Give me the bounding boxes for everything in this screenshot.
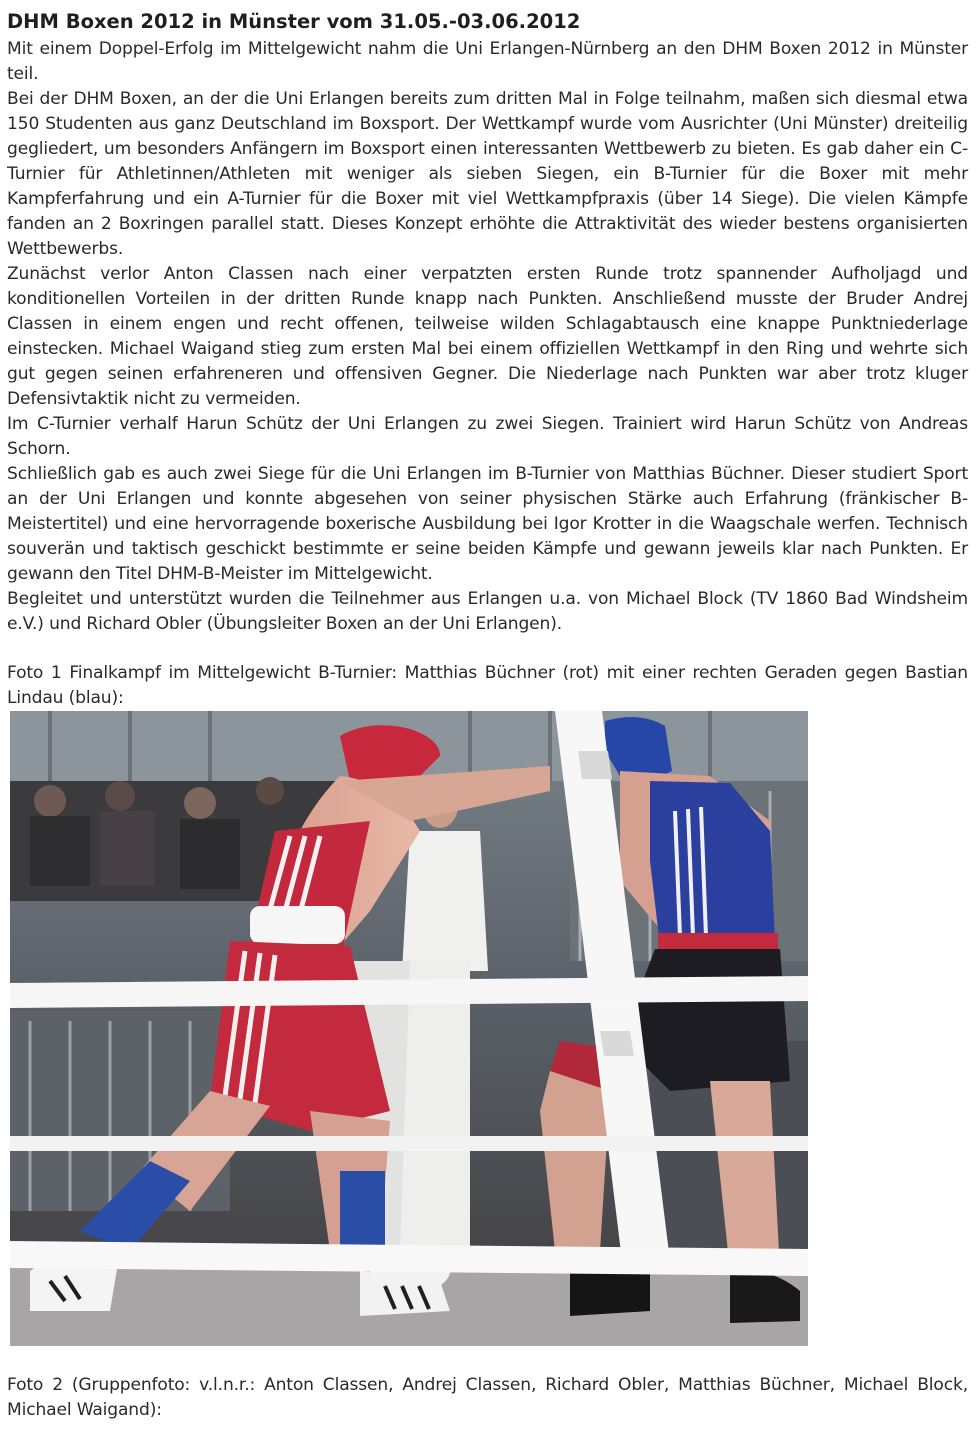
paragraph-b-tournament: Schließlich gab es auch zwei Siege für die Uni Erlangen im B-Turnier von Matthias Büchner. Dieser studiert Sport an der Uni Erlangen und konnte abgesehen von seiner physischen Stärke auch Erfahrung (fränkischer B-Meistertitel) und eine hervorragende boxerische Ausbildung bei Igor Krotter in die Waagschale werfen. Technisch souverän und taktisch geschickt bestimmte er seine beiden Kämpfe und gewann jeweils klar nach Punkten. Er gewann den Titel DHM-B-Meister im Mittelgewicht. — [7, 464, 968, 584]
paragraph-losses: Zunächst verlor Anton Classen nach einer verpatzten ersten Runde trotz spannender Aufholjagd und konditionellen Vorteilen in der dritten Runde knapp nach Punkten. Anschließend musste der Bruder Andrej Classen in einem engen und recht offenen, teilweise wilden Schlagabtausch eine knappe Punktniederlage einstecken. Michael Waigand stieg zum ersten Mal bei einem offiziellen Wettkampf in den Ring und wehrte sich gut gegen seinen erfahreneren und offensiven Gegner. Die Niederlage nach Punkten war aber trotz kluger Defensivtaktik nicht zu vermeiden. — [7, 264, 968, 409]
boxing-final-photo — [10, 711, 808, 1346]
paragraph-c-tournament: Im C-Turnier verhalf Harun Schütz der Uni Erlangen zu zwei Siegen. Trainiert wird Harun Schütz von Andreas Schorn. — [7, 414, 968, 459]
paragraph-event: Bei der DHM Boxen, an der die Uni Erlangen bereits zum dritten Mal in Folge teilnahm, maßen sich diesmal etwa 150 Studenten aus ganz Deutschland im Boxsport. Der Wettkampf wurde vom Ausrichter (Uni Münster) dreiteilig gegliedert, um besonders Anfängern im Boxsport einen interessanten Wettbewerb zu bieten. Es gab daher ein C-Turnier für Athletinnen/Athleten mit weniger als sieben Siegen, ein B-Turnier für die Boxer mit mehr Kampferfahrung und ein A-Turnier für die Boxer mit viel Wettkampfpraxis (über 14 Siege). Die vielen Kämpfe fanden an 2 Boxringen parallel statt. Dieses Konzept erhöhte die Attraktivität des wieder bestens organisierten Wettbewerbs. — [7, 89, 968, 259]
article-body — [7, 37, 968, 637]
paragraph-intro: Mit einem Doppel-Erfolg im Mittelgewicht nahm die Uni Erlangen-Nürnberg an den DHM Boxen 2012 in Münster teil. — [7, 39, 968, 84]
paragraph-support: Begleitet und unterstützt wurden die Teilnehmer aus Erlangen u.a. von Michael Block (TV 1860 Bad Windsheim e.V.) und Richard Obler (Übungsleiter Boxen an der Uni Erlangen). — [7, 589, 968, 634]
photo2-caption: Foto 2 (Gruppenfoto: v.l.n.r.: Anton Classen, Andrej Classen, Richard Obler, Matthias Büchner, Michael Block, Michael Waigand): — [7, 1375, 968, 1420]
article-title: DHM Boxen 2012 in Münster vom 31.05.-03.06.2012 — [7, 10, 581, 33]
photo1-caption: Foto 1 Finalkampf im Mittelgewicht B-Turnier: Matthias Büchner (rot) mit einer rechten Geraden gegen Bastian Lindau (blau): — [7, 663, 968, 708]
